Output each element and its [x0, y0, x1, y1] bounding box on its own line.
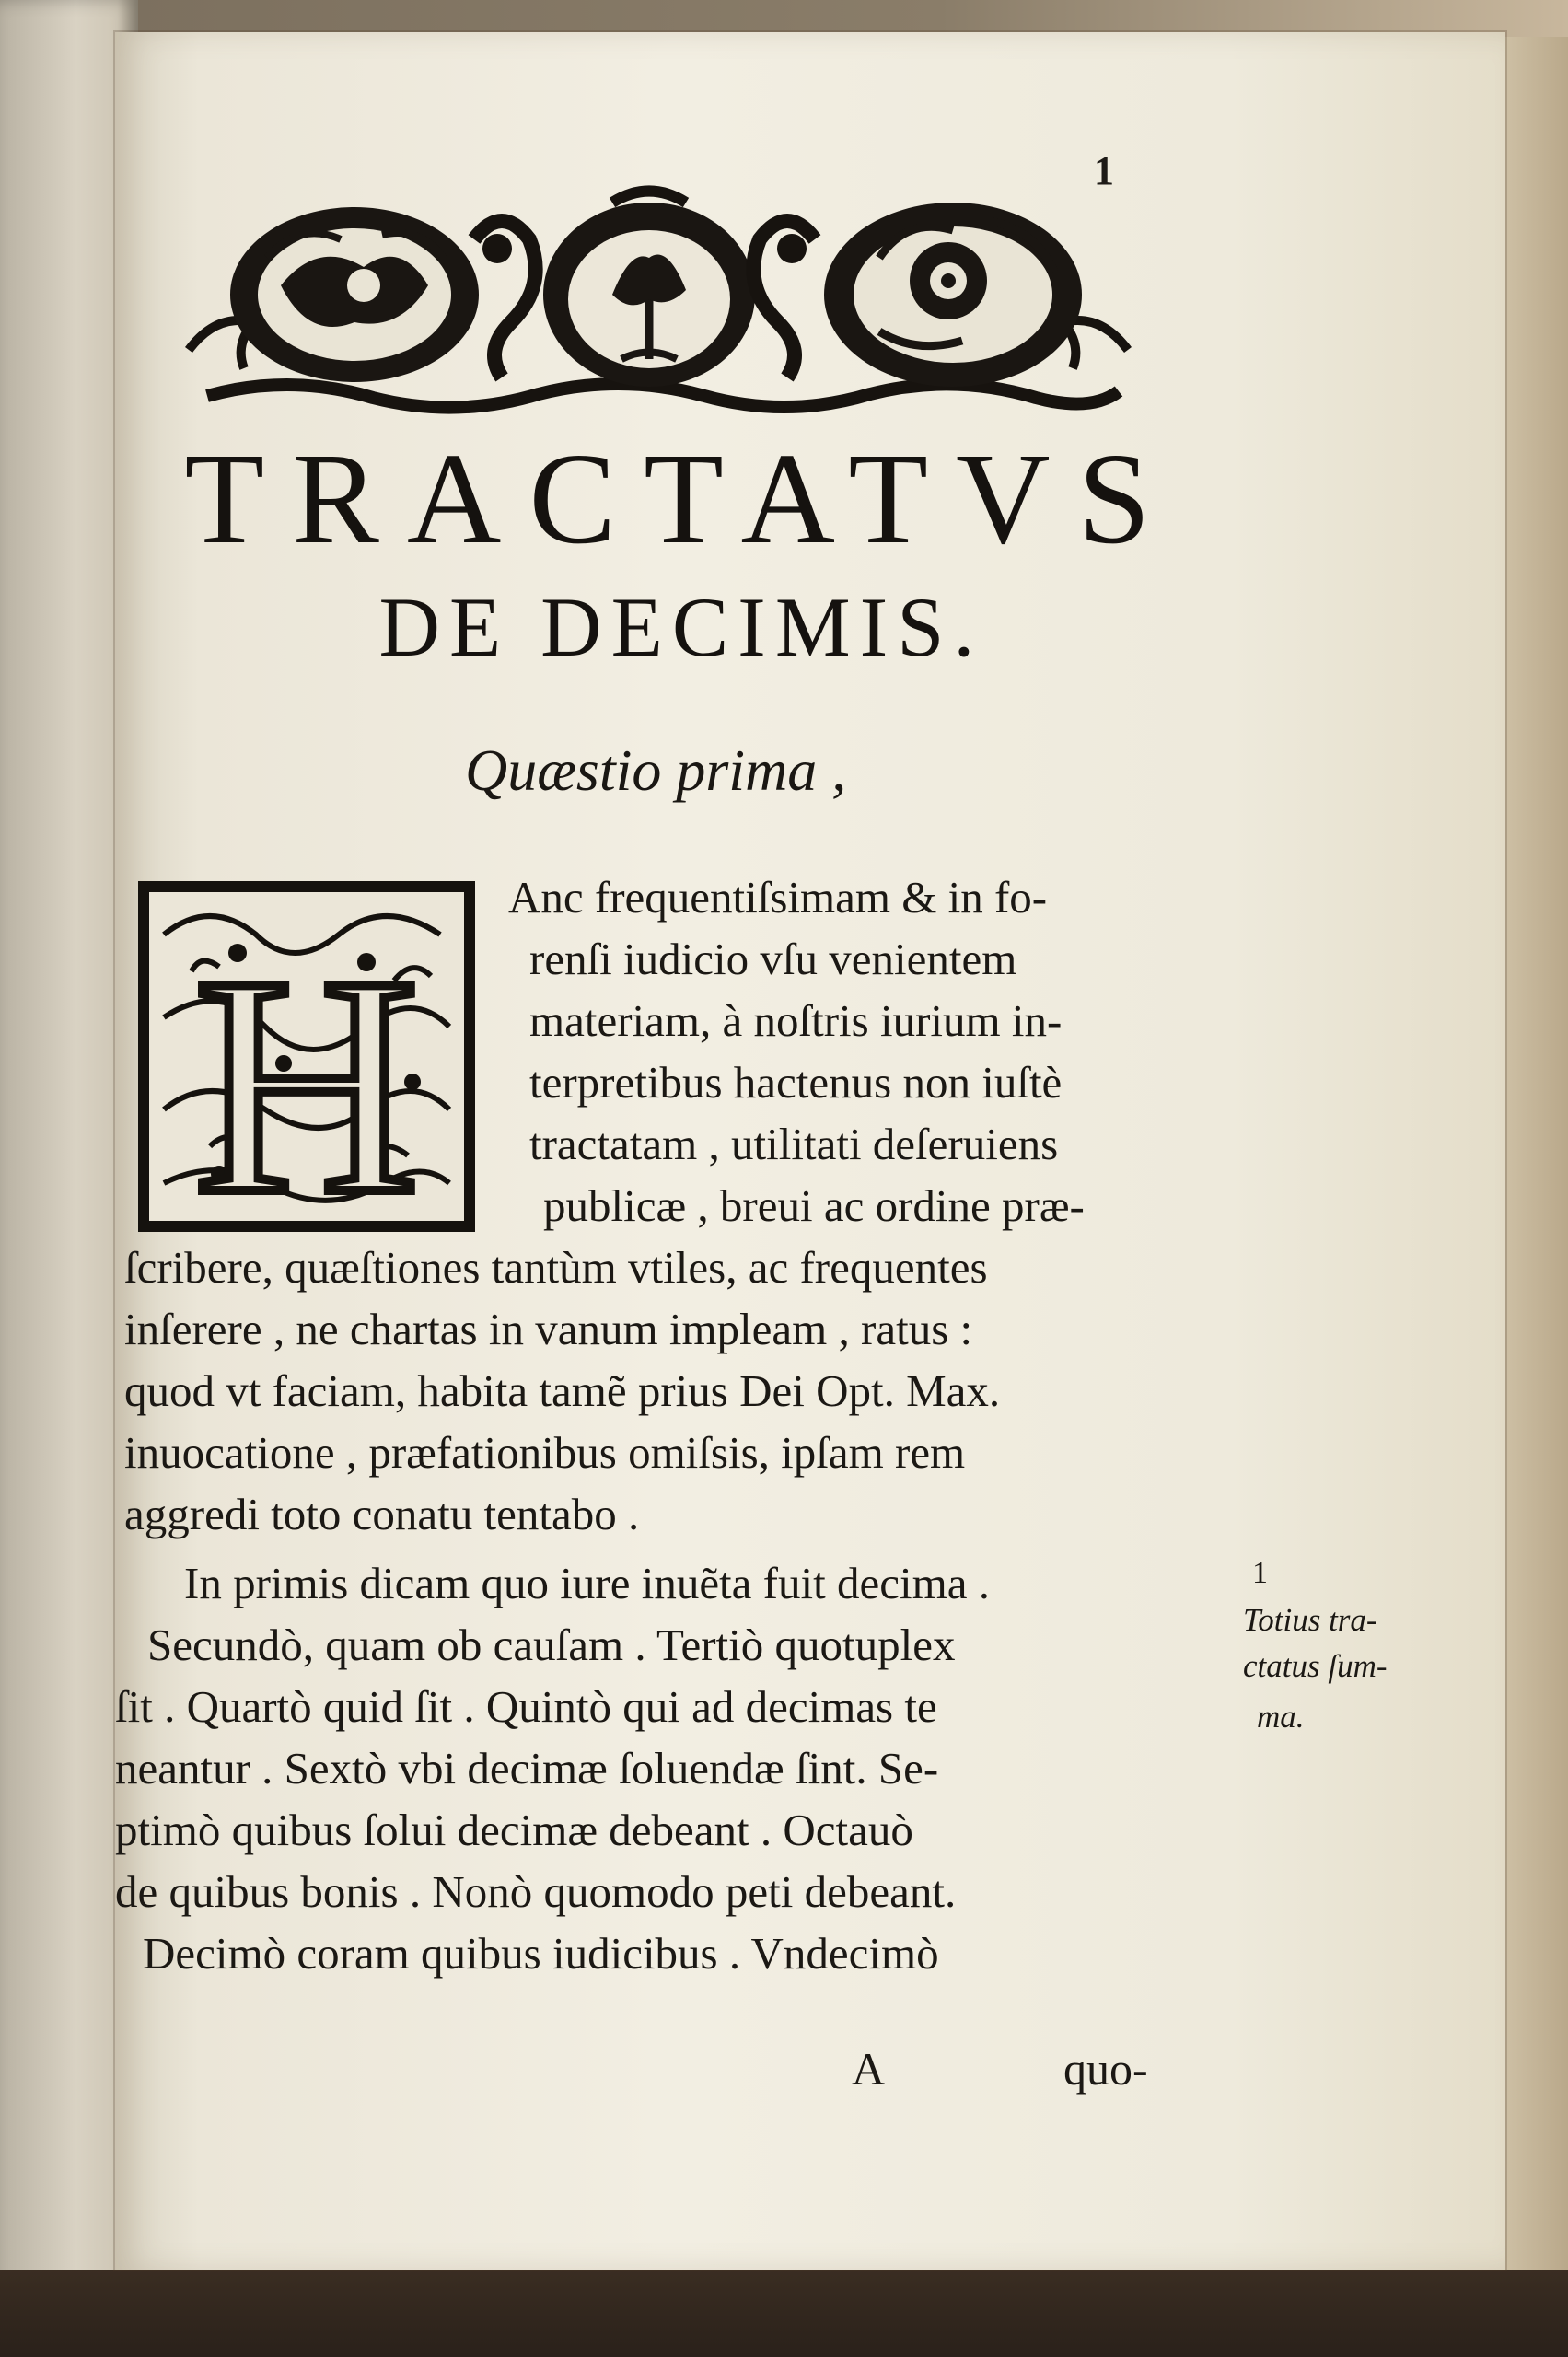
text-line: Secundò, quam ob cauſam . Tertiò quotuplex — [147, 1620, 956, 1670]
text-line: Anc frequentiſsimam & in fo- — [508, 872, 1048, 923]
treatise-subtitle: DE DECIMIS. — [378, 580, 984, 674]
text-line: inuocatione , præfationibus omiſsis, ipſam rem — [124, 1427, 966, 1478]
text-line: aggredi toto conatu tentabo . — [124, 1489, 640, 1539]
margin-number: 1 — [1252, 1556, 1268, 1590]
text-line: ptimò quibus ſolui decimæ debeant . Octauò — [115, 1805, 913, 1855]
treatise-title: TRACTATVS — [184, 425, 1179, 571]
page-fore-edge — [1505, 37, 1568, 2270]
margin-note-line: ctatus ſum- — [1243, 1648, 1388, 1684]
text-line: publicæ , breui ac ordine præ- — [543, 1180, 1085, 1231]
text-line: Decimò coram quibus iudicibus . Vndecimò — [143, 1928, 939, 1979]
text-line: In primis dicam quo iure inuẽta fuit decima . — [184, 1558, 990, 1608]
book-bottom-edge — [0, 2270, 1568, 2357]
folio-number: 1 — [1094, 148, 1114, 193]
text-line: materiam, à noſtris iurium in- — [529, 995, 1063, 1046]
catchword: quo- — [1063, 2043, 1148, 2095]
text-line: inſerere , ne chartas in vanum impleam , ratus : — [124, 1304, 973, 1354]
margin-note-line: ma. — [1257, 1699, 1305, 1735]
text-line: quod vt faciam, habita tamẽ prius Dei Opt. Max. — [124, 1365, 1001, 1416]
margin-note-line: Totius tra- — [1243, 1602, 1377, 1638]
text-line: tractatam , utilitati deſeruiens — [529, 1119, 1059, 1169]
ornamental-headpiece — [180, 184, 1137, 424]
text-line: de quibus bonis . Nonò quomodo peti debeant. — [115, 1866, 957, 1917]
signature-mark: A — [852, 2043, 886, 2095]
decorated-initial-h — [136, 879, 477, 1234]
initial-letter: H — [193, 911, 420, 1234]
text-line: terpretibus hactenus non iuſtè — [529, 1057, 1063, 1108]
question-heading: Quæstio prima , — [465, 737, 847, 803]
text-line: neantur . Sextò vbi decimæ ſoluendæ ſint. Se- — [115, 1743, 939, 1794]
text-line: renſi iudicio vſu venientem — [529, 934, 1017, 984]
text-line: ſit . Quartò quid ſit . Quintò qui ad decimas te — [115, 1681, 937, 1732]
text-line: ſcribere, quæſtiones tantùm vtiles, ac frequentes — [124, 1242, 988, 1293]
